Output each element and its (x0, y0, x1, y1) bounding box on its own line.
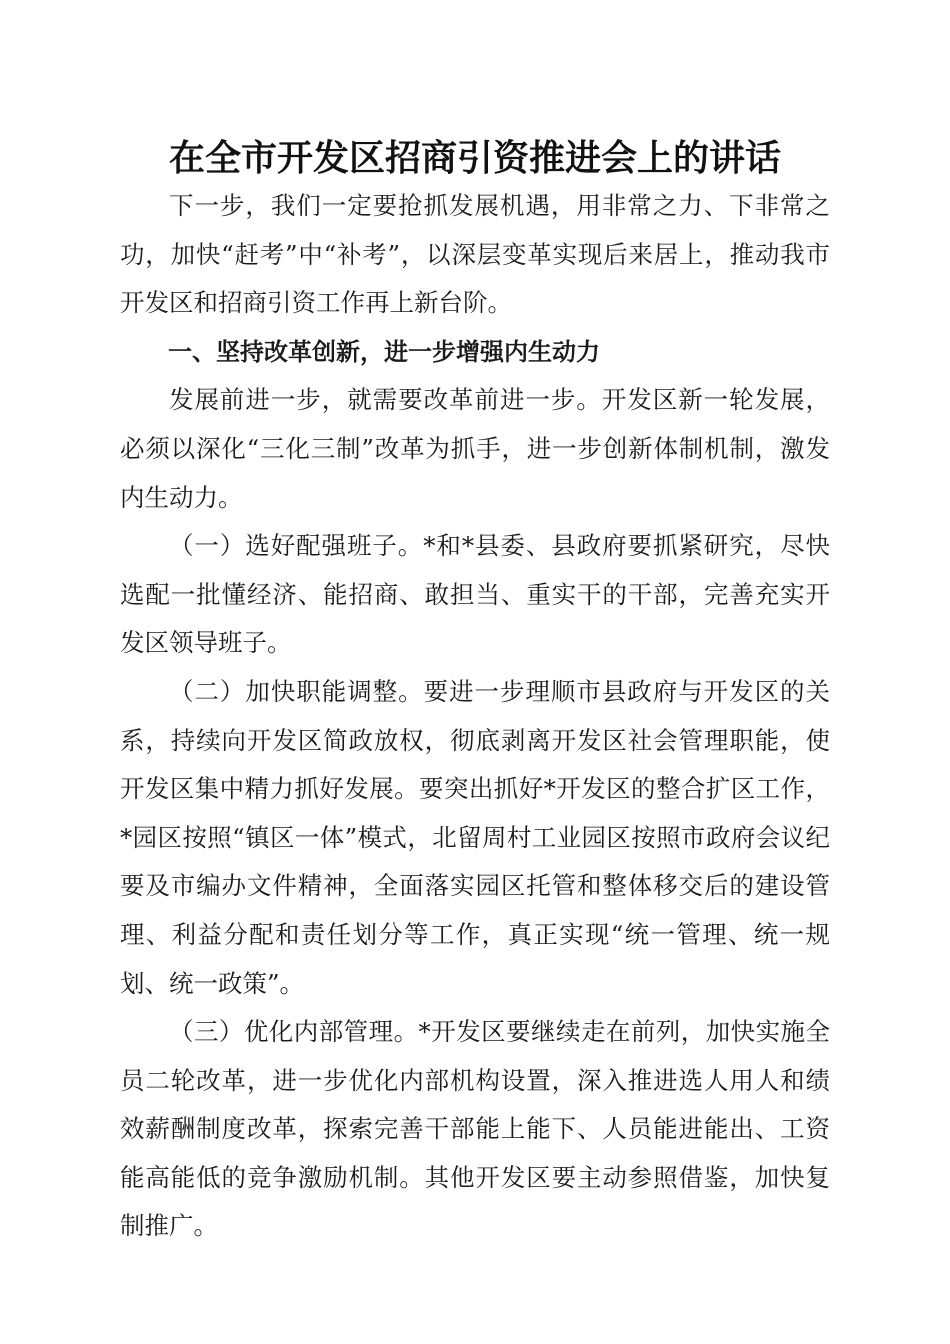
document-body (120, 182, 830, 1251)
item-lead-3: （三）优化内部管理。 (169, 1017, 419, 1047)
item-lead-1: （一）选好配强班子。 (169, 531, 424, 561)
item-paragraph-3 (120, 1008, 830, 1251)
item-lead-2: （二）加快职能调整。 (169, 676, 424, 706)
item-text-2: 要进一步理顺市县政府与开发区的关系，持续向开发区简政放权，彻底剥离开发区社会管理职能，使开发区集中精力抓好发展。要突出抓好*开发区的整合扩区工作，*园区按照“镇区一体”模式，北留周村工业园区按照市政府会议纪要及市编办文件精神，全面落实园区托管和整体移交后的建设管理、利益分配和责任划分等工作，真正实现“统一管理、统一规划、统一政策”。 (120, 676, 831, 998)
section-heading: 一、坚持改革创新，进一步增强内生动力 (168, 337, 600, 366)
document-title: 在全市开发区招商引资推进会上的讲话 (168, 137, 781, 179)
item-paragraph-2 (120, 668, 830, 1008)
item-paragraph-1 (120, 522, 830, 668)
item-text-3: *开发区要继续走在前列，加快实施全员二轮改革，进一步优化内部机构设置，深入推进选人用人和绩效薪酬制度改革，探索完善干部能上能下、人员能进能出、工资能高能低的竞争激励机制。其他开发区要主动参照借鉴，加快复制推广。 (120, 1017, 831, 1241)
section-intro-paragraph: 发展前进一步，就需要改革前进一步。开发区新一轮发展，必须以深化“三化三制”改革为抓手，进一步创新体制机制，激发内生动力。 (120, 385, 830, 512)
item-text-1: *和*县委、县政府要抓紧研究，尽快选配一批懂经济、能招商、敢担当、重实干的干部，完善充实开发区领导班子。 (120, 531, 831, 658)
intro-paragraph: 下一步，我们一定要抢抓发展机遇，用非常之力、下非常之功，加快“赶考”中“补考”，以深层变革实现后来居上，推动我市开发区和招商引资工作再上新台阶。 (120, 191, 830, 318)
